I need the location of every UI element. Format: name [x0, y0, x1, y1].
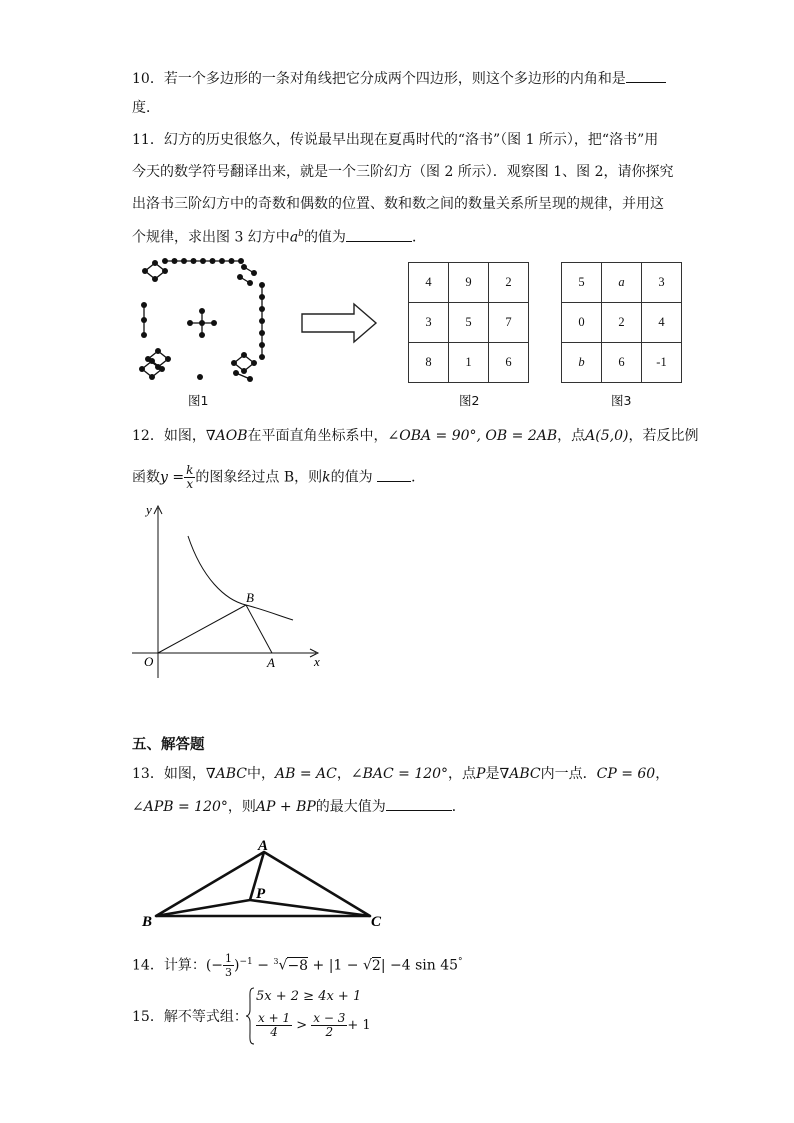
label-y: y [146, 502, 152, 517]
label-o: O [144, 654, 154, 669]
q15-label: 15．解不等式组： [132, 1009, 248, 1025]
q11-line4: 个规律，求出图 3 幻方中$a^b$的值为 ． [132, 224, 426, 248]
caption-fig3: 图3 [611, 393, 632, 408]
q12-line1: 12．如图，∇AOB在平面直角坐标系中，∠OBA = 90°, OB = 2AB，点A(5,0)，若反比例 [132, 428, 699, 444]
q11-answer-blank[interactable] [346, 227, 412, 242]
magic-square-fig3: 5 a 3 0 2 4 b 6 -1 [561, 262, 682, 383]
caption-fig2: 图2 [459, 393, 480, 408]
q14-line: 14．计算：(− $\frac{1}{3}$ )$^{-1}$ − $^3$√−8 + |1 − √2| −4 sin 45° [132, 952, 463, 980]
label-p: P [256, 886, 266, 902]
q10-line1: 10．若一个多边形的一条对角线把它分成两个四边形，则这个多边形的内角和是 [132, 68, 666, 89]
caption-fig1: 图1 [188, 393, 209, 408]
magic-square-fig2: 4 9 2 3 5 7 8 1 6 [408, 262, 529, 383]
q11-line3: 出洛书三阶幻方中的奇数和偶数的位置、数和数之间的数量关系所呈现的规律，并用这 [132, 196, 664, 212]
label-c: C [371, 914, 382, 930]
q10-answer-blank[interactable] [626, 68, 666, 83]
label-b: B [246, 590, 254, 605]
label-b: B [142, 914, 153, 930]
q15-inequality-1: 5x + 2 ≥ 4x + 1 [256, 989, 362, 1004]
label-a: A [258, 838, 269, 854]
triangle-abc [156, 852, 370, 916]
segment-ob [158, 605, 246, 653]
q13-answer-blank[interactable] [386, 796, 452, 811]
q12-coordinate-figure [130, 498, 330, 688]
q13-triangle-figure [138, 834, 398, 934]
luoshu-figure [132, 255, 277, 385]
hyperbola-curve [188, 536, 293, 620]
q15-brace [245, 986, 255, 1049]
segment-cp [250, 900, 370, 916]
label-a: A [267, 655, 275, 670]
label-x: x [314, 654, 320, 669]
q13-line2: ∠APB = 120°，则AP + BP的最大值为 ． [132, 796, 466, 817]
q15-inequality-2: $\frac{x + 1}{4}$ > $\frac{x - 3}{2}$ + 1 [258, 1011, 371, 1039]
q12-answer-blank[interactable] [377, 467, 411, 482]
q13-line1: 13．如图，∇ABC中，AB = AC，∠BAC = 120°，点P是∇ABC内一点．CP = 60， [132, 766, 670, 782]
section-title: 五、解答题 [132, 737, 205, 753]
right-arrow-icon [300, 302, 380, 344]
q12-line2: 函数y = $\frac{k}{x}$ 的图象经过点 B，则k的值为 ． [132, 463, 426, 491]
q11-line1: 11．幻方的历史很悠久，传说最早出现在夏禹时代的“洛书”（图 1 所示），把“洛书”用 [132, 132, 659, 148]
q11-line2: 今天的数学符号翻译出来，就是一个三阶幻方（图 2 所示）．观察图 1、图 2，请你探究 [132, 164, 674, 180]
q10-line2: 度． [132, 100, 160, 116]
